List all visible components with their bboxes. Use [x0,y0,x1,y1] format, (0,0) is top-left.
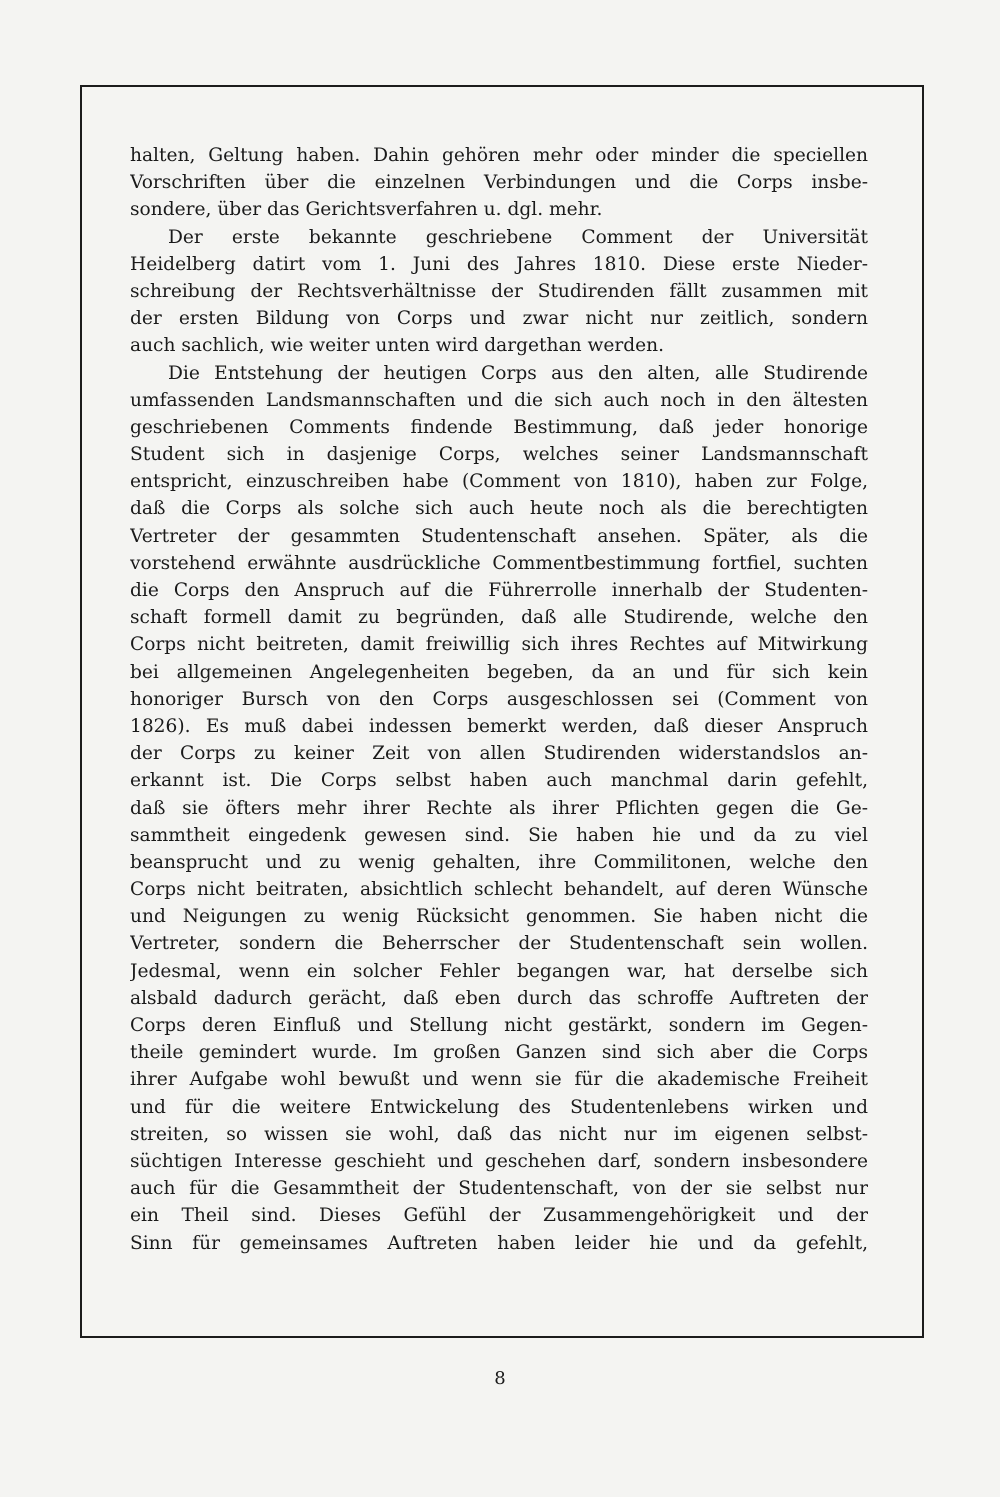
text-line: theile gemindert wurde. Im großen Ganzen sind sich aber die Corps [130,1042,868,1064]
page-number: 8 [494,1368,506,1389]
text-line: alsbald dadurch gerächt, daß eben durch das schroffe Auftreten der [130,987,868,1009]
text-line: entspricht, einzuschreiben habe (Comment von 1810), haben zur Folge, [130,471,868,493]
text-line: Corps nicht beitraten, absichtlich schlecht behandelt, auf deren Wünsche [130,879,868,901]
text-line: geschriebenen Comments findende Bestimmung, daß jeder honorige [130,416,868,438]
text-line: daß sie öfters mehr ihrer Rechte als ihrer Pflichten gegen die Ge- [130,797,868,819]
text-line: Corps nicht beitreten, damit freiwillig sich ihres Rechtes auf Mitwirkung [130,634,868,656]
text-line: erkannt ist. Die Corps selbst haben auch manchmal darin gefehlt, [130,770,868,792]
text-line: halten, Geltung haben. Dahin gehören mehr oder minder die speciellen [130,145,868,166]
text-line: Corps deren Einfluß und Stellung nicht gestärkt, sondern im Gegen- [130,1015,868,1036]
text-line: Vertreter, sondern die Beherrscher der Studentenschaft sein wollen. [130,933,868,955]
text-line: vorstehend erwähnte ausdrückliche Commentbestimmung fortfiel, suchten [130,552,868,574]
text-line: beansprucht und zu wenig gehalten, ihre Commilitonen, welche den [130,851,868,873]
text-line: auch sachlich, wie weiter unten wird dargethan werden. [130,335,665,357]
text-line: Sinn für gemeinsames Auftreten haben leider hie und da gefehlt, [130,1232,868,1254]
text-line: daß die Corps als solche sich auch heute noch als die berechtigten [130,498,868,520]
text-line: schaft formell damit zu begründen, daß alle Studirende, welche den [130,607,868,629]
text-line: honoriger Bursch von den Corps ausgeschlossen sei (Comment von [130,688,868,710]
text-line: Die Entstehung der heutigen Corps aus den alten, alle Studirende [168,362,868,384]
body-text [130,142,868,1257]
text-line: sondere, über das Gerichtsverfahren u. dgl. mehr. [130,199,603,221]
text-line: Student sich in dasjenige Corps, welches seiner Landsmannschaft [130,444,868,466]
text-line: Vorschriften über die einzelnen Verbindungen und die Corps insbe- [130,172,868,194]
text-line: streiten, so wissen sie wohl, daß das nicht nur im eigenen selbst- [130,1123,868,1145]
text-line: sammtheit eingedenk gewesen sind. Sie haben hie und da zu viel [130,824,868,846]
text-line: 1826). Es muß dabei indessen bemerkt werden, daß dieser Anspruch [130,715,868,737]
text-line: schreibung der Rechtsverhältnisse der Studirenden fällt zusammen mit [130,280,868,302]
text-line: süchtigen Interesse geschieht und geschehen darf, sondern insbesondere [130,1150,868,1172]
text-line: der Corps zu keiner Zeit von allen Studirenden widerstandslos an- [130,743,868,765]
text-line: die Corps den Anspruch auf die Führerrolle innerhalb der Studenten- [130,580,868,601]
text-line: und für die weitere Entwickelung des Studentenlebens wirken und [130,1096,868,1118]
text-line: Der erste bekannte geschriebene Comment der Universität [168,226,868,248]
text-line: ihrer Aufgabe wohl bewußt und wenn sie für die akademische Freiheit [130,1069,868,1091]
text-line: ein Theil sind. Dieses Gefühl der Zusammengehörigkeit und der [130,1205,868,1227]
text-line: Jedesmal, wenn ein solcher Fehler begangen war, hat derselbe sich [130,960,868,982]
text-line: Heidelberg datirt vom 1. Juni des Jahres 1810. Diese erste Nieder- [130,253,868,275]
text-line: bei allgemeinen Angelegenheiten begeben, da an und für sich kein [130,661,868,683]
text-line: umfassenden Landsmannschaften und die sich auch noch in den ältesten [130,389,868,411]
text-line: der ersten Bildung von Corps und zwar nicht nur zeitlich, sondern [130,308,868,330]
text-line: auch für die Gesammtheit der Studentenschaft, von der sie selbst nur [130,1178,868,1200]
text-line: Vertreter der gesammten Studentenschaft ansehen. Später, als die [130,525,868,547]
text-line: und Neigungen zu wenig Rücksicht genommen. Sie haben nicht die [130,906,868,928]
